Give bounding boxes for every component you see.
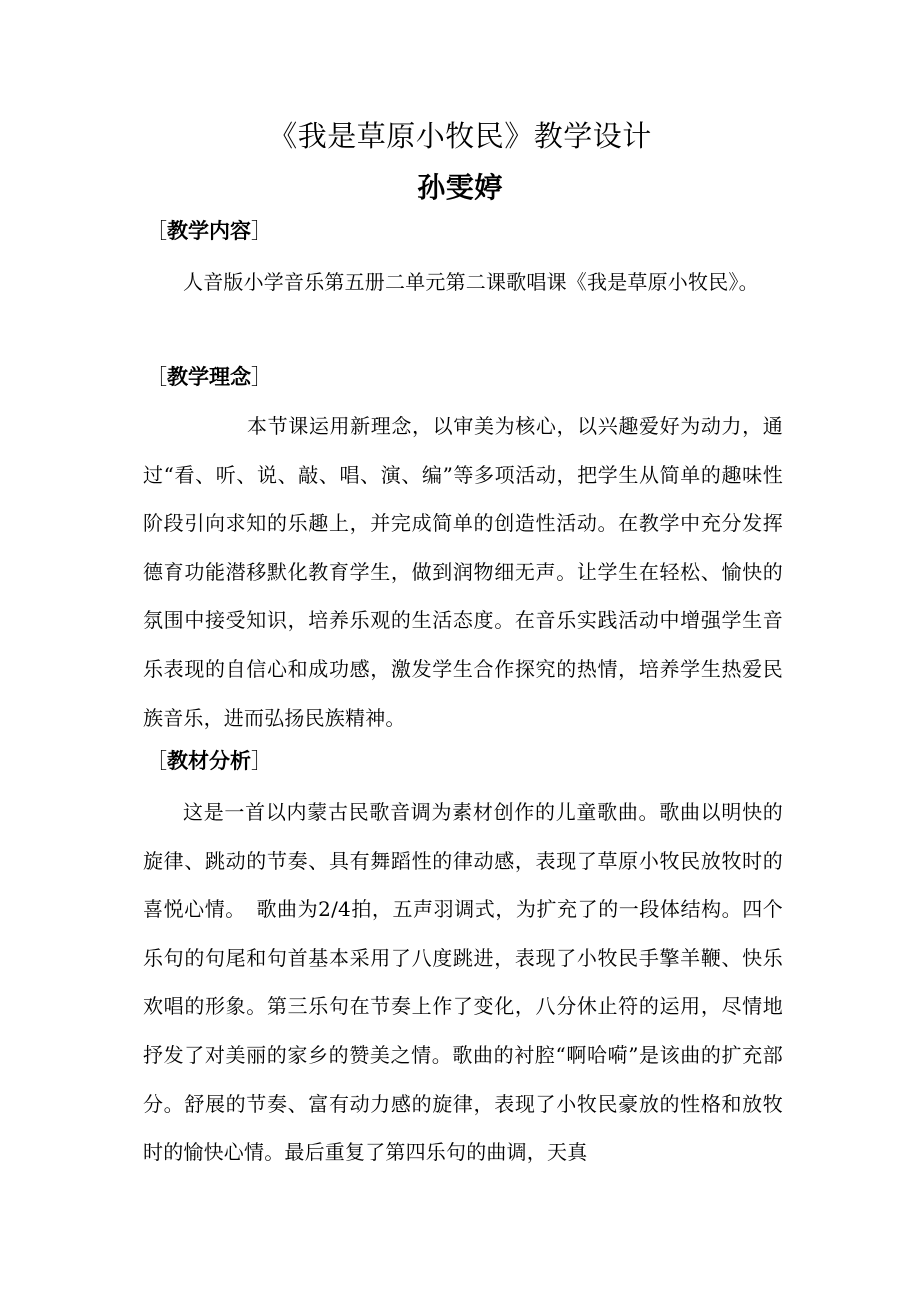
bracket-close: ］ [251, 749, 272, 773]
section-heading-analysis [146, 746, 272, 776]
section-heading-philosophy [146, 362, 272, 392]
author-name: 孙雯婷 [417, 171, 503, 204]
section-heading-content [146, 216, 272, 246]
section-heading-label: 教学内容 [167, 218, 251, 243]
bracket-open: ［ [146, 219, 167, 243]
bracket-open: ［ [146, 749, 167, 773]
section-heading-label: 教材分析 [167, 748, 251, 773]
section-heading-label: 教学理念 [167, 364, 251, 389]
document-title: 《我是草原小牧民》教学设计 [268, 119, 652, 153]
bracket-close: ］ [251, 219, 272, 243]
section-body-content: 人音版小学音乐第五册二单元第二课歌唱课《我是草原小牧民》。 [183, 270, 759, 294]
section-body-analysis: 这是一首以内蒙古民歌音调为素材创作的儿童歌曲。歌曲以明快的旋律、跳动的节奏、具有舞蹈性的律动感，表现了草原小牧民放牧时的喜悦心情。 歌曲为2/4拍，五声羽调式，为扩充了的一段体结构。四个乐句的句尾和句首基本采用了八度跳进，表现了小牧民手擎羊鞭、快乐欢唱的形象。第三乐句在节奏上作了变化，八分休止符的运用，尽情地抒发了对美丽的家乡的赞美之情。歌曲的衬腔“啊哈嗬”是该曲的扩充部分。舒展的节奏、富有动力感的旋律，表现了小牧民豪放的性格和放牧时的愉快心情。最后重复了第四乐句的曲调，天真 [143, 800, 783, 1165]
bracket-open: ［ [146, 365, 167, 389]
section-body-philosophy: 本节课运用新理念，以审美为核心，以兴趣爱好为动力，通过“看、听、说、敲、唱、演、编”等多项活动，把学生从简单的趣味性阶段引向求知的乐趣上，并完成简单的创造性活动。在教学中充分发挥德育功能潜移默化教育学生，做到润物细无声。让学生在轻松、愉快的氛围中接受知识，培养乐观的生活态度。在音乐实践活动中增强学生音乐表现的自信心和成功感，激发学生合作探究的热情，培养学生热爱民族音乐，进而弘扬民族精神。 [143, 414, 783, 730]
bracket-close: ］ [251, 365, 272, 389]
